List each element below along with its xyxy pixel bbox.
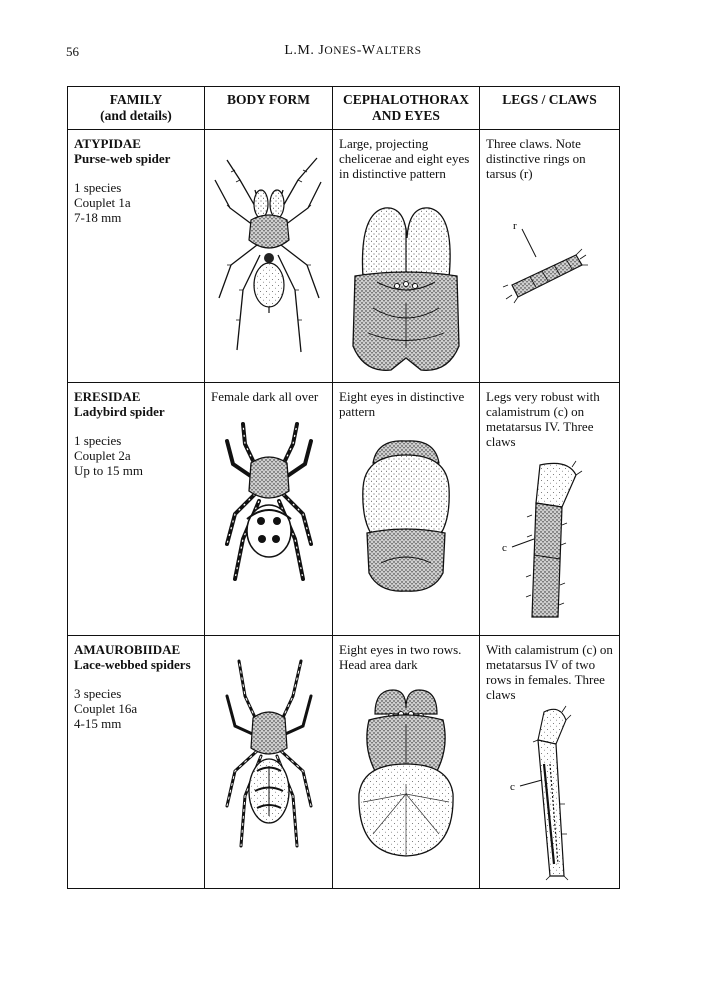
family-cell: [68, 130, 205, 383]
common-name: Ladybird spider: [74, 404, 165, 419]
col-header-body-form: BODY FORM: [205, 87, 333, 130]
page-number: 56: [66, 44, 79, 59]
size-range: 7-18 mm: [74, 210, 122, 225]
legs-claws-text: Three claws. Note distinctive rings on tarsus (r): [486, 136, 586, 181]
legs-claws-cell: [480, 130, 620, 383]
author-rest-2: ALTERS: [375, 45, 422, 57]
legs-claws-text: With calamistrum (c) on metatarsus IV of two rows in females. Three claws: [486, 642, 613, 702]
species-count: 3 species: [74, 686, 122, 701]
table-row: [68, 636, 620, 889]
cephalothorax-cell: [333, 636, 480, 889]
author-initials: L.M. J: [284, 43, 325, 58]
couplet: Couplet 1a: [74, 195, 131, 210]
cephalothorax-text: Large, projecting chelicerae and eight eyes in distinctive pattern: [339, 136, 470, 181]
author-dash: -W: [356, 43, 376, 58]
tarsus-ring-label: r: [513, 220, 517, 232]
amaurobiidae-body-illustration: [205, 656, 333, 871]
atypidae-body-illustration: [205, 140, 333, 380]
couplet: Couplet 2a: [74, 448, 131, 463]
atypidae-tarsus-illustration: [480, 215, 620, 315]
size-range: 4-15 mm: [74, 716, 122, 731]
col-header-cephalothorax: CEPHALOTHORAX AND EYES: [333, 87, 480, 130]
calamistrum-label: c: [502, 542, 507, 554]
family-name: ATYPIDAE: [74, 136, 141, 151]
eresidae-body-illustration: [205, 419, 333, 629]
size-range: Up to 15 mm: [74, 463, 143, 478]
family-cell: [68, 383, 205, 636]
body-form-text: Female dark all over: [211, 389, 319, 404]
cephalothorax-text: Eight eyes in two rows. Head area dark: [339, 642, 462, 672]
legs-claws-cell: [480, 636, 620, 889]
family-name: AMAUROBIIDAE: [74, 642, 181, 657]
family-name: ERESIDAE: [74, 389, 141, 404]
col-header-legs-claws: LEGS / CLAWS: [480, 87, 620, 130]
running-head: [0, 43, 706, 59]
body-form-cell: [205, 130, 333, 383]
common-name: Lace-webbed spiders: [74, 657, 191, 672]
family-cell: [68, 636, 205, 889]
amaurobiidae-cephalothorax-illustration: [333, 684, 480, 862]
couplet: Couplet 16a: [74, 701, 138, 716]
eresidae-cephalothorax-illustration: [333, 433, 480, 603]
cephalothorax-text: Eight eyes in distinctive pattern: [339, 389, 465, 419]
table-row: [68, 130, 620, 383]
legs-claws-cell: [480, 383, 620, 636]
eresidae-metatarsus-illustration: [480, 455, 620, 625]
author-rest-1: ONES: [324, 45, 357, 57]
table-row: [68, 383, 620, 636]
amaurobiidae-metatarsus-illustration: [480, 704, 620, 884]
legs-claws-text: Legs very robust with calamistrum (c) on metatarsus IV. Three claws: [486, 389, 600, 449]
identification-table: [67, 86, 620, 889]
body-form-cell: [205, 636, 333, 889]
calamistrum-label: c: [510, 781, 515, 793]
col-header-family: FAMILY (and details): [68, 87, 205, 130]
species-count: 1 species: [74, 180, 122, 195]
table-header-row: [68, 87, 620, 130]
species-count: 1 species: [74, 433, 122, 448]
common-name: Purse-web spider: [74, 151, 171, 166]
body-form-text: [205, 130, 332, 136]
cephalothorax-cell: [333, 383, 480, 636]
atypidae-cephalothorax-illustration: [333, 198, 480, 378]
body-form-cell: [205, 383, 333, 636]
cephalothorax-cell: [333, 130, 480, 383]
body-form-text: [205, 636, 332, 642]
